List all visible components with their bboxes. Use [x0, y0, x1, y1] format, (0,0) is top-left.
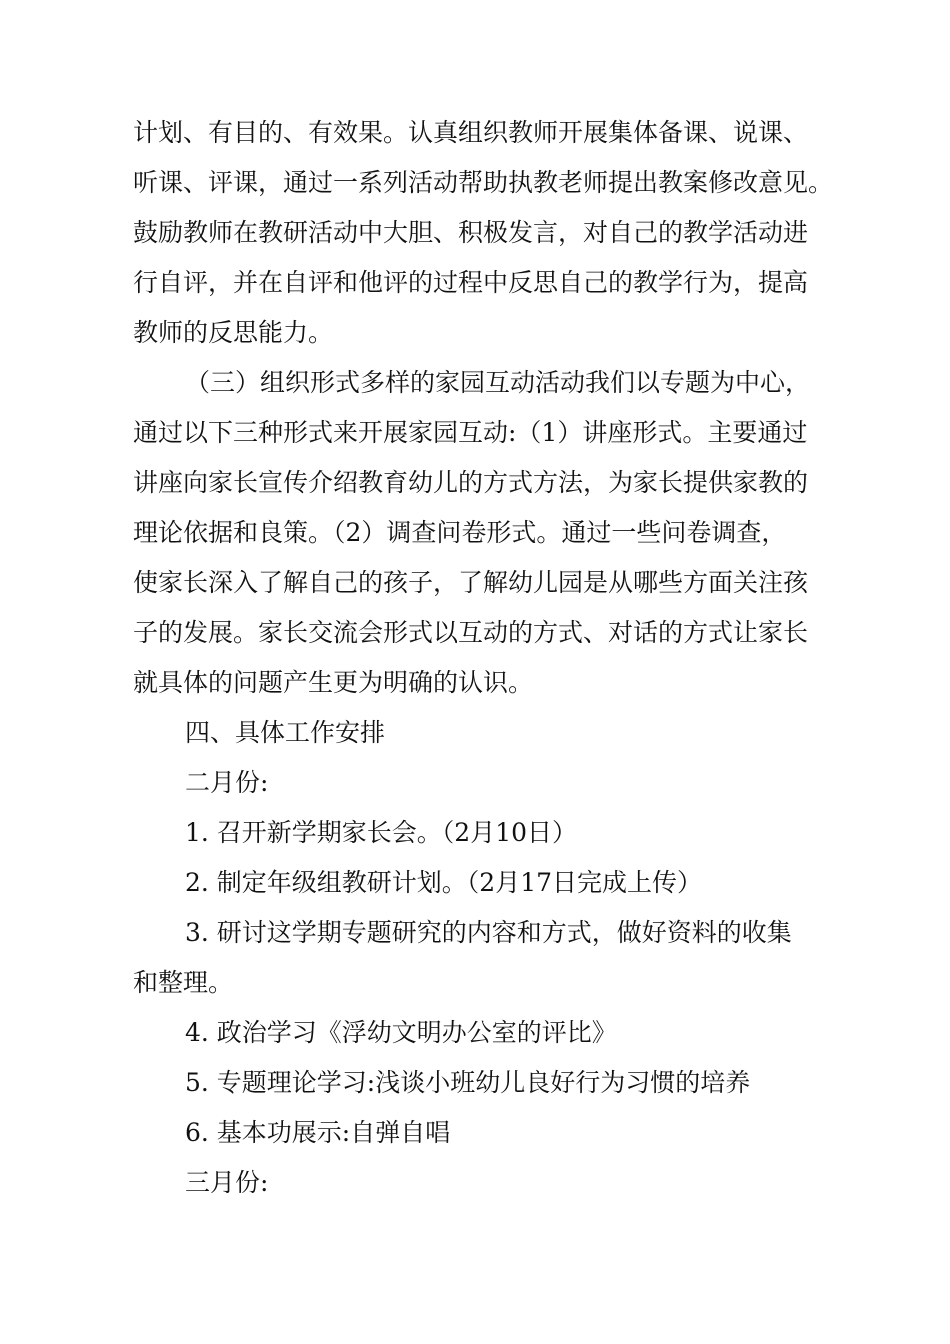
list-item: 3. 研讨这学期专题研究的内容和方式，做好资料的收集 [185, 918, 792, 947]
paragraph-line: 就具体的问题产生更为明确的认识。 [133, 668, 534, 697]
list-item: 2. 制定年级组教研计划。（2月17日完成上传） [185, 868, 703, 897]
paragraph-line: 讲座向家长宣传介绍教育幼儿的方式方法，为家长提供家教的 [133, 468, 809, 497]
document-body [133, 108, 833, 1208]
month-heading-march: 三月份: [185, 1168, 269, 1197]
paragraph-line: 行自评，并在自评和他评的过程中反思自己的教学行为，提高 [133, 268, 809, 297]
month-heading-february: 二月份: [185, 768, 269, 797]
paragraph-line: 使家长深入了解自己的孩子，了解幼儿园是从哪些方面关注孩 [133, 568, 809, 597]
list-item-continuation: 和整理。 [133, 968, 234, 997]
paragraph-line: （三）组织形式多样的家园互动活动我们以专题为中心， [185, 368, 811, 397]
list-item: 4. 政治学习《浮幼文明办公室的评比》 [185, 1018, 617, 1047]
section-heading: 四、具体工作安排 [185, 718, 386, 747]
paragraph-line: 子的发展。家长交流会形式以互动的方式、对话的方式让家长 [133, 618, 809, 647]
list-item: 5. 专题理论学习:浅谈小班幼儿良好行为习惯的培养 [185, 1068, 751, 1097]
paragraph-line: 计划、有目的、有效果。认真组织教师开展集体备课、说课、 [133, 118, 809, 147]
paragraph-line: 通过以下三种形式来开展家园互动:（1）讲座形式。主要通过 [133, 418, 808, 447]
paragraph-line: 鼓励教师在教研活动中大胆、积极发言，对自己的教学活动进 [133, 218, 809, 247]
paragraph-line: 理论依据和良策。（2）调查问卷形式。通过一些问卷调查， [133, 518, 787, 547]
paragraph-line: 听课、评课，通过一系列活动帮助执教老师提出教案修改意见。 [133, 168, 834, 197]
paragraph-line: 教师的反思能力。 [133, 318, 334, 347]
list-item: 6. 基本功展示:自弹自唱 [185, 1118, 451, 1147]
list-item: 1. 召开新学期家长会。（2月10日） [185, 818, 578, 847]
